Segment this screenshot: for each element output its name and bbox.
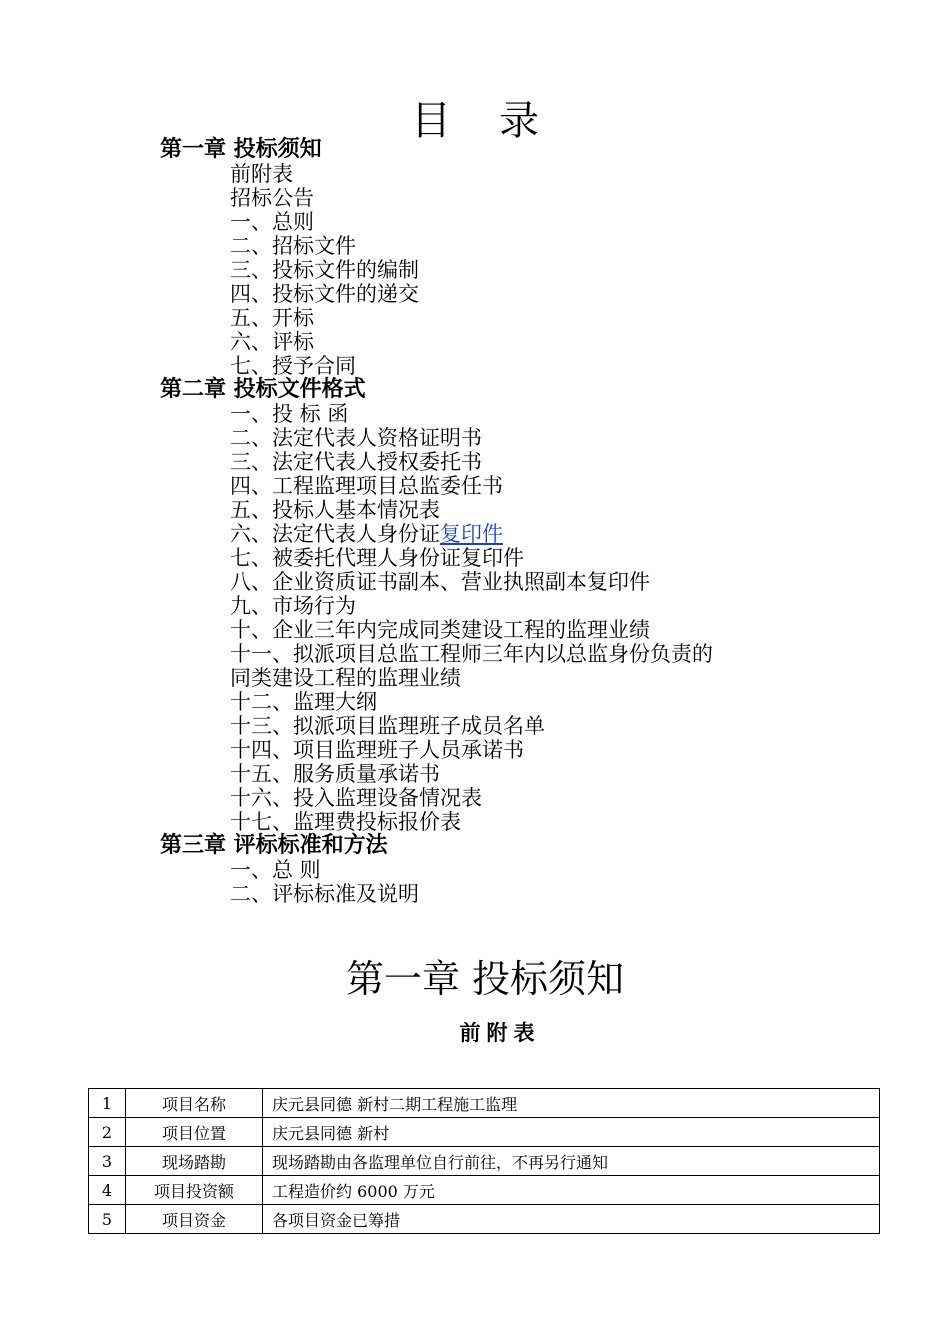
toc-title: 目录 [411, 98, 587, 144]
toc-item[interactable]: 三、法定代表人授权委托书 [230, 450, 482, 474]
toc-item[interactable]: 十一、拟派项目总监工程师三年内以总监身份负责的 [230, 642, 713, 666]
toc-item[interactable]: 二、评标标准及说明 [230, 882, 419, 906]
table-row [89, 1147, 880, 1176]
attachment-table [88, 1088, 880, 1234]
toc-item[interactable]: 五、开标 [230, 306, 314, 330]
row-number: 1 [89, 1089, 126, 1118]
table-of-contents [160, 138, 860, 906]
row-number: 4 [89, 1176, 126, 1205]
toc-item[interactable]: 五、投标人基本情况表 [230, 498, 440, 522]
toc-item[interactable]: 一、总 则 [230, 858, 321, 882]
toc-item[interactable]: 十六、投入监理设备情况表 [230, 786, 482, 810]
row-key: 项目位置 [126, 1118, 263, 1147]
toc-item-continued[interactable]: 同类建设工程的监理业绩 [230, 666, 461, 690]
photocopy-link[interactable]: 复印件 [440, 522, 503, 546]
chapter-heading: 第一章 投标须知 [345, 957, 625, 1001]
toc-item[interactable]: 十五、服务质量承诺书 [230, 762, 440, 786]
row-number: 2 [89, 1118, 126, 1147]
row-value: 工程造价约 6000 万元 [263, 1176, 880, 1205]
toc-item[interactable]: 三、投标文件的编制 [230, 258, 419, 282]
toc-item[interactable]: 十、企业三年内完成同类建设工程的监理业绩 [230, 618, 650, 642]
toc-item[interactable]: 招标公告 [230, 186, 314, 210]
row-number: 5 [89, 1205, 126, 1234]
toc-item[interactable]: 十三、拟派项目监理班子成员名单 [230, 714, 545, 738]
row-value: 庆元县同德 新村 [263, 1118, 880, 1147]
toc-item[interactable]: 十四、项目监理班子人员承诺书 [230, 738, 524, 762]
toc-item[interactable]: 八、企业资质证书副本、营业执照副本复印件 [230, 570, 650, 594]
toc-item[interactable]: 二、招标文件 [230, 234, 356, 258]
toc-item[interactable]: 七、授予合同 [230, 354, 356, 378]
toc-item[interactable]: 七、被委托代理人身份证复印件 [230, 546, 524, 570]
toc-item[interactable]: 一、投 标 函 [230, 402, 349, 426]
toc-item[interactable]: 四、工程监理项目总监委任书 [230, 474, 503, 498]
table-row [89, 1089, 880, 1118]
row-key: 项目投资额 [126, 1176, 263, 1205]
toc-item[interactable]: 十二、监理大纲 [230, 690, 377, 714]
toc-item[interactable]: 前附表 [230, 162, 293, 186]
section-heading: 前附表 [459, 1021, 541, 1045]
toc-chapter-2[interactable]: 第二章 投标文件格式 [160, 377, 366, 402]
toc-item[interactable]: 十七、监理费投标报价表 [230, 810, 461, 834]
toc-item[interactable]: 四、投标文件的递交 [230, 282, 419, 306]
toc-item[interactable]: 一、总则 [230, 210, 314, 234]
row-value: 庆元县同德 新村二期工程施工监理 [263, 1089, 880, 1118]
row-number: 3 [89, 1147, 126, 1176]
row-key: 项目资金 [126, 1205, 263, 1234]
table-row [89, 1205, 880, 1234]
toc-item-with-link[interactable] [230, 522, 860, 546]
toc-chapter-1[interactable]: 第一章 投标须知 [160, 137, 322, 162]
row-value: 各项目资金已筹措 [263, 1205, 880, 1234]
row-value: 现场踏勘由各监理单位自行前往，不再另行通知 [263, 1147, 880, 1176]
toc-item[interactable]: 二、法定代表人资格证明书 [230, 426, 482, 450]
table-row [89, 1176, 880, 1205]
row-key: 现场踏勘 [126, 1147, 263, 1176]
toc-chapter-3[interactable]: 第三章 评标标准和方法 [160, 833, 388, 858]
toc-item[interactable]: 九、市场行为 [230, 594, 356, 618]
row-key: 项目名称 [126, 1089, 263, 1118]
toc-item-label: 六、法定代表人身份证 [230, 522, 440, 546]
table-row [89, 1118, 880, 1147]
toc-item[interactable]: 六、评标 [230, 330, 314, 354]
